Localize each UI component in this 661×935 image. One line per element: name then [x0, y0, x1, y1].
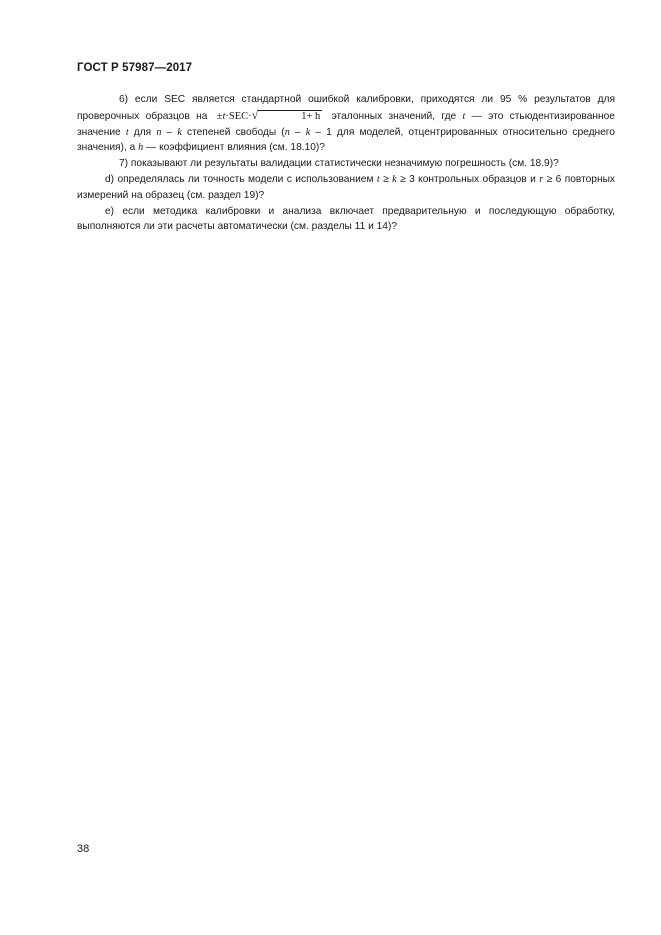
item-6-text-f: степеней свободы ( [187, 126, 285, 138]
formula-dot: · [225, 110, 229, 122]
variable-n: n [156, 126, 162, 138]
variable-t: t [125, 126, 129, 138]
variable-h: h [138, 142, 144, 154]
variable-t: t [462, 110, 466, 122]
variable-t: t [376, 173, 380, 185]
variable-r: r [539, 173, 544, 185]
variable-k: k [392, 173, 397, 185]
item-6-text-h: – 1 для моделей, отцентрированных относительно среднего значения), а [77, 126, 615, 154]
item-d-text-a: d) определялась ли точность модели с использованием [105, 173, 374, 185]
paragraph-item-d [77, 172, 615, 204]
item-6-text-b: эталонных значений, где [331, 110, 457, 122]
formula-dot: · [248, 110, 252, 122]
formula-plus-minus: ± [216, 110, 223, 122]
paragraph-item-e: e) если методика калибровки и анализа включает предварительную и последующую обработку, выполняются ли эти расчеты автоматически (см. разделы 11 и 14)? [77, 205, 615, 233]
page-number: 38 [77, 843, 90, 855]
variable-k: k [177, 126, 182, 138]
item-6-text-i: — коэффициент влияния (см. 18.10)? [146, 142, 325, 154]
document-body [77, 92, 615, 235]
item-d-text-d: ≥ 6 повторных измерений на образец (см. раздел 19)? [77, 173, 615, 201]
variable-k: k [305, 126, 311, 138]
document-header: ГОСТ Р 57987—2017 [77, 62, 193, 74]
item-6-text-e: – [166, 126, 173, 138]
paragraph-item-6 [77, 92, 615, 156]
formula-sec: SEC [228, 110, 249, 122]
formula-radical-sign: √ [251, 107, 259, 122]
paragraph-item-7: 7) показывают ли результаты валидации статистически незначимую погрешность (см. 18.9)? [119, 158, 559, 170]
formula-radicand: 1+ h [258, 110, 322, 122]
item-6-text-d: для [133, 126, 152, 138]
item-6-text-g: – [294, 126, 301, 138]
item-6-text-c: — это стьюдентизированное значение [77, 110, 615, 138]
formula-t: t [222, 110, 226, 122]
item-d-text-c: ≥ 3 контрольных образцов и [400, 173, 536, 185]
variable-n: n [284, 126, 290, 138]
item-d-text-b: ≥ [383, 173, 389, 185]
item-6-text-a: 6) если SEC является стандартной ошибкой калибровки, приходятся ли 95 % результатов для проверочных образцов на [77, 94, 615, 122]
confidence-formula [214, 107, 326, 122]
